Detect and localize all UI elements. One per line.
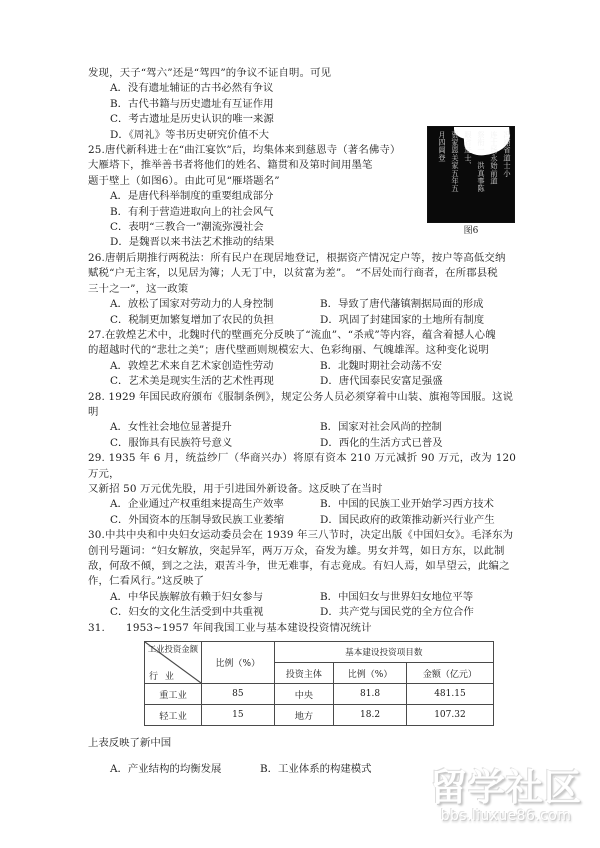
option-text: C．考古遗址是历史认识的唯一来源 bbox=[110, 113, 274, 126]
cell-industry: 重工业 bbox=[145, 684, 202, 705]
option-c: C．外国资本的压制导致民族工业萎缩 bbox=[110, 513, 285, 526]
question-stem-line: 作，仁看风行。”这反映了 bbox=[88, 575, 205, 588]
question-30 bbox=[88, 528, 516, 620]
option-c: C．艺术美是现实生活的艺术性再现 bbox=[110, 375, 274, 388]
option-row bbox=[88, 590, 516, 605]
option-text: B．古代书籍与历史遗址有互证作用 bbox=[110, 97, 274, 110]
option-a: A．产业结构的均衡发展 bbox=[110, 762, 222, 775]
question-stem-line: 30.中共中央和中央妇女运动委员会在 1939 年三八节时，决定出版《中国妇女》。毛泽东为 bbox=[88, 529, 514, 542]
question-27 bbox=[88, 328, 516, 390]
option-row bbox=[88, 436, 516, 451]
option-c: C．服饰具有民族符号意义 bbox=[110, 436, 233, 449]
option-row bbox=[88, 497, 516, 512]
question-stem-line: 又新招 50 万元优先股，用于引进国外新设备。这反映了在当时 bbox=[88, 482, 383, 495]
option-text: D．《周礼》等书历史研究价值不大 bbox=[110, 128, 269, 141]
option-row bbox=[88, 359, 516, 374]
corner-bottom-label: 行 业 bbox=[149, 672, 176, 683]
column-header-ratio: 比例（%） bbox=[202, 642, 275, 684]
question-26 bbox=[88, 251, 516, 328]
option-d bbox=[88, 128, 516, 143]
option-a: A．放松了国家对劳动力的人身控制 bbox=[110, 298, 274, 311]
option-c bbox=[88, 220, 516, 235]
cell-amount: 481.15 bbox=[406, 684, 493, 705]
option-d: D．共产党与国民党的全方位合作 bbox=[320, 606, 474, 619]
question-stem: 31. 1953~1957 年间我国工业与基本建设投资情况统计 bbox=[88, 621, 372, 634]
option-b: B．导致了唐代藩镇割据局面的形成 bbox=[320, 298, 484, 311]
option-a: A．企业通过产权重组来提高生产效率 bbox=[110, 498, 284, 511]
question-stem-line: 题于壁上（如图6）。由此可见“雁塔题名” bbox=[88, 174, 280, 187]
option-d: D．西化的生活方式已普及 bbox=[320, 436, 443, 449]
question-stem-line: 赋税“户无主客，以见居为簿；人无丁中，以贫富为差”。 “不居处而行商者，在所郡县税 bbox=[88, 267, 498, 280]
option-d: D．巩固了封建国家的土地所有制度 bbox=[320, 313, 485, 326]
option-row bbox=[88, 374, 516, 389]
option-b: B．国家对社会风尚的控制 bbox=[320, 421, 442, 434]
option-text: D．是魏晋以来书法艺术推动的结果 bbox=[110, 236, 275, 249]
question-31 bbox=[88, 621, 516, 778]
question-stem-line: 29. 1935 年 6 月，统益纱厂（华商兴办）将原有资本 210 万元减折 90 万元，改为 120 万元， bbox=[88, 452, 516, 480]
cell-investor-ratio: 81.8 bbox=[334, 684, 407, 705]
option-row bbox=[88, 297, 516, 312]
option-b: B．工业体系的构建模式 bbox=[260, 762, 372, 775]
rubbing-column: 冯翊省道士小 bbox=[503, 131, 512, 178]
option-b: B．北魏时期社会动荡不安 bbox=[320, 359, 442, 372]
question-stem-line: 27.在敦煌艺术中，北魏时代的壁画充分反映了“流血”、“杀戒”等内容，蕴含着撼人心魄 bbox=[88, 328, 496, 341]
statistics-table-wrapper bbox=[144, 641, 494, 726]
option-c: C．妇女的文化生活受到中共重视 bbox=[110, 606, 264, 619]
cell-investor: 中央 bbox=[274, 684, 334, 705]
watermark-title: 留学社区 bbox=[430, 766, 582, 809]
watermark-url: bbs.liuxue86.com bbox=[440, 808, 572, 824]
question-stem-line: 大雁塔下，推举善书者将他们的姓名、籍贯和及第时间用墨笔 bbox=[88, 159, 373, 172]
option-a: A．女性社会地位显著提升 bbox=[110, 421, 232, 434]
investment-statistics-table bbox=[144, 641, 494, 726]
question-stem: 发现，天子“驾六”还是“驾四”的争议不证自明。可见 bbox=[88, 67, 332, 79]
rubbing-column: 祭衔一 洪真事陈 bbox=[477, 131, 486, 193]
option-text: C．表明“三教合一”潮流弥漫社会 bbox=[110, 221, 264, 234]
question-stem-line: 28. 1929 年国民政府颁布《服制条例》，规定公务人员必须穿着中山装、旗袍等国服。这说 bbox=[88, 390, 514, 403]
figure-caption: 图6 bbox=[463, 226, 479, 236]
option-a bbox=[88, 189, 516, 204]
option-a: A．中华民族解放有赖于妇女参与 bbox=[110, 590, 263, 603]
cell-industry: 轻工业 bbox=[145, 705, 202, 726]
spacer bbox=[88, 726, 516, 732]
cell-investor: 地方 bbox=[274, 705, 334, 726]
rubbing-column: 贾家恩关家五年五 bbox=[451, 131, 460, 193]
table-row bbox=[145, 684, 494, 705]
question-stem-line: 三十之一”，这一政策 bbox=[88, 282, 189, 295]
question-stem-line: 25.唐代新科进士在“曲江宴饮”后，均集体来到慈恩寺（著名佛寺） bbox=[88, 144, 401, 157]
question-stem-line: 26.唐朝后期推行两税法：所有民户在现居地登记，根据资产情况定户等，按户等高低交纳 bbox=[88, 251, 506, 264]
question-29 bbox=[88, 451, 516, 528]
cell-amount: 107.32 bbox=[406, 705, 493, 726]
option-d: D．国民政府的政策推动新兴行业产生 bbox=[320, 513, 495, 526]
option-c: C．税制更加繁复增加了农民的负担 bbox=[110, 313, 274, 326]
cell-ratio: 85 bbox=[202, 684, 275, 705]
option-c bbox=[88, 112, 516, 127]
column-header-amount: 金额（亿元） bbox=[406, 663, 493, 684]
option-row bbox=[88, 420, 516, 435]
question-stem-line: 创刊号题词：“妇女解放，突起异军，两万万众，奋发为雄。男女并驾，如日方东，以此制 bbox=[88, 544, 505, 557]
option-text: B．有利于营造进取向上的社会风气 bbox=[110, 205, 274, 218]
post-table-prompt: 上表反映了新中国 bbox=[88, 737, 172, 750]
corner-top-label: 工业投资金额 bbox=[147, 644, 198, 655]
option-b: B．中国的民族工业开始学习西方技术 bbox=[320, 498, 494, 511]
option-a: A．敦煌艺术来自艺术家创造性劳动 bbox=[110, 359, 274, 372]
option-row bbox=[88, 513, 516, 528]
question-28 bbox=[88, 390, 516, 452]
option-row bbox=[88, 605, 516, 620]
table-corner-cell bbox=[145, 642, 202, 684]
rubbing-column: 眼省进士、 bbox=[464, 131, 473, 170]
option-b bbox=[88, 205, 516, 220]
option-a bbox=[88, 81, 516, 96]
question-24-continued bbox=[88, 66, 516, 143]
group-header-basic-construction: 基本建设投资项目数 bbox=[274, 642, 493, 663]
site-watermark bbox=[420, 768, 592, 824]
table-header-row bbox=[145, 642, 494, 663]
rubbing-column: 连士场永始前道 bbox=[490, 131, 499, 185]
question-25 bbox=[88, 143, 516, 251]
question-stem-line: 敌，何敌不倾，到之之法，艰苦斗争，世无难事，有志竟成。有妇人焉，如旱望云，此编之 bbox=[88, 560, 510, 572]
table-row bbox=[145, 705, 494, 726]
option-d bbox=[88, 235, 516, 250]
option-d: D．唐代国泰民安富足强盛 bbox=[320, 375, 443, 388]
option-b: B．中国妇女与世界妇女地位平等 bbox=[320, 590, 474, 603]
question-stem-line: 明 bbox=[88, 405, 99, 418]
option-b bbox=[88, 97, 516, 112]
option-row bbox=[88, 313, 516, 328]
option-text: A．是唐代科举制度的重要组成部分 bbox=[110, 190, 274, 203]
column-header-investor: 投资主体 bbox=[274, 663, 334, 684]
column-header-investor-ratio: 比例（%） bbox=[334, 663, 407, 684]
cell-investor-ratio: 18.2 bbox=[334, 705, 407, 726]
question-stem-line: 的超越时代的“悲壮之美”；唐代壁画则规模宏大、色彩绚丽、气魄雄浑。这种变化说明 bbox=[88, 344, 489, 357]
cell-ratio: 15 bbox=[202, 705, 275, 726]
rubbing-column: 月四阊登 bbox=[438, 131, 447, 162]
option-text: A．没有遗址辅证的古书必然有争议 bbox=[110, 82, 274, 95]
question-column bbox=[88, 66, 516, 777]
